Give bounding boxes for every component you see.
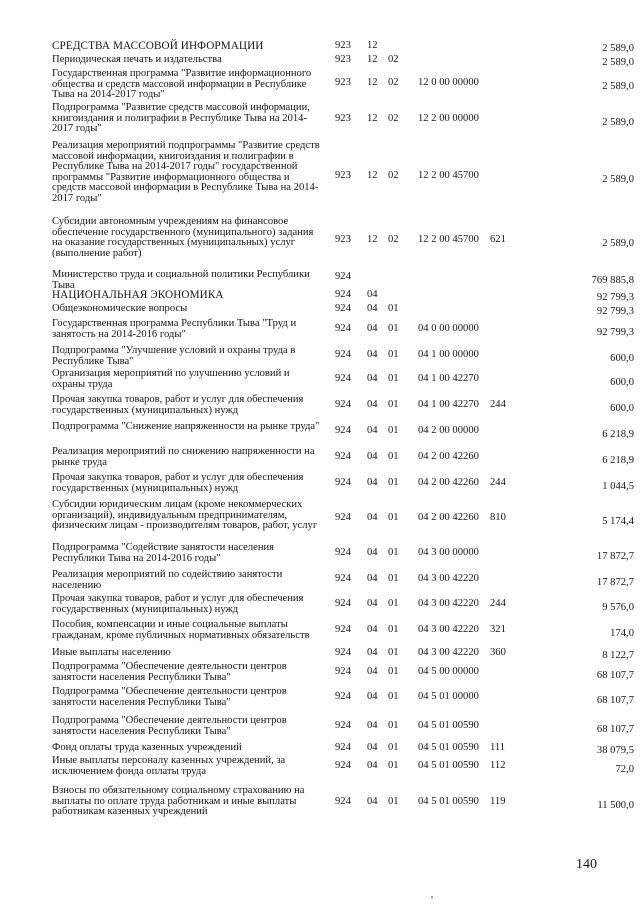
row-code: 924 bbox=[335, 796, 351, 807]
row-subsection: 01 bbox=[388, 796, 399, 807]
row-code: 924 bbox=[335, 512, 351, 523]
row-code: 924 bbox=[335, 720, 351, 731]
row-name: Прочая закупка товаров, работ и услуг для обеспечения государственных (муниципальных) нужд bbox=[52, 593, 304, 615]
row-target-code: 04 1 00 42270 bbox=[418, 399, 479, 410]
row-amount: 1 044,5 bbox=[602, 481, 634, 492]
table-row bbox=[0, 570, 640, 592]
row-section: 04 bbox=[367, 373, 378, 384]
row-code: 923 bbox=[335, 77, 351, 88]
table-row bbox=[0, 620, 640, 644]
row-code: 924 bbox=[335, 624, 351, 635]
row-code: 924 bbox=[335, 573, 351, 584]
table-row bbox=[0, 369, 640, 393]
row-subsection: 01 bbox=[388, 666, 399, 677]
row-amount: 2 589,0 bbox=[602, 117, 634, 128]
row-section: 04 bbox=[367, 666, 378, 677]
row-name: Иные выплаты персоналу казенных учреждений, за исключением фонда оплаты труда bbox=[52, 755, 286, 777]
row-code: 924 bbox=[335, 271, 351, 282]
table-row bbox=[0, 543, 640, 567]
row-amount: 68 107,7 bbox=[596, 670, 634, 681]
row-expense-code: 244 bbox=[490, 477, 506, 488]
row-name: Субсидии юридическим лицам (кроме некоммерческих организаций), индивидуальным предпринимателям, физическим лицам - производителям товаров, работ, услуг bbox=[52, 499, 318, 532]
row-code: 924 bbox=[335, 666, 351, 677]
table-row bbox=[0, 269, 640, 291]
row-expense-code: 621 bbox=[490, 234, 506, 245]
row-expense-code: 810 bbox=[490, 512, 506, 523]
row-section: 12 bbox=[367, 234, 378, 245]
row-section: 04 bbox=[367, 796, 378, 807]
row-code: 924 bbox=[335, 477, 351, 488]
table-row bbox=[0, 594, 640, 618]
table-row bbox=[0, 687, 640, 711]
row-code: 924 bbox=[335, 349, 351, 360]
row-target-code: 04 2 00 42260 bbox=[418, 512, 479, 523]
table-row bbox=[0, 756, 640, 780]
table-row bbox=[0, 786, 640, 822]
row-section: 04 bbox=[367, 303, 378, 314]
row-subsection: 02 bbox=[388, 234, 399, 245]
row-section: 04 bbox=[367, 647, 378, 658]
row-amount: 92 799,3 bbox=[596, 292, 634, 303]
row-section: 12 bbox=[367, 54, 378, 65]
row-target-code: 12 2 00 45700 bbox=[418, 234, 479, 245]
row-subsection: 02 bbox=[388, 113, 399, 124]
row-code: 924 bbox=[335, 323, 351, 334]
row-subsection: 01 bbox=[388, 624, 399, 635]
row-code: 924 bbox=[335, 289, 351, 300]
row-target-code: 04 2 00 42260 bbox=[418, 477, 479, 488]
row-code: 923 bbox=[335, 234, 351, 245]
row-section: 04 bbox=[367, 399, 378, 410]
row-section: 04 bbox=[367, 624, 378, 635]
row-expense-code: 321 bbox=[490, 624, 506, 635]
row-name: Государственная программа Республики Тыва "Труд и занятость на 2014-2016 годы" bbox=[52, 318, 297, 340]
row-target-code: 04 1 00 42270 bbox=[418, 373, 479, 384]
row-section: 04 bbox=[367, 742, 378, 753]
row-subsection: 01 bbox=[388, 573, 399, 584]
row-amount: 6 218,9 bbox=[602, 429, 634, 440]
row-name: НАЦИОНАЛЬНАЯ ЭКОНОМИКА bbox=[52, 289, 224, 301]
row-name: Прочая закупка товаров, работ и услуг для обеспечения государственных (муниципальных) нужд bbox=[52, 472, 304, 494]
row-amount: 2 589,0 bbox=[602, 238, 634, 249]
table-row bbox=[0, 716, 640, 740]
row-subsection: 01 bbox=[388, 425, 399, 436]
row-code: 924 bbox=[335, 425, 351, 436]
row-code: 923 bbox=[335, 54, 351, 65]
row-target-code: 04 0 00 00000 bbox=[418, 323, 479, 334]
row-code: 924 bbox=[335, 451, 351, 462]
table-row bbox=[0, 141, 640, 214]
row-code: 924 bbox=[335, 760, 351, 771]
row-target-code: 04 5 00 00000 bbox=[418, 666, 479, 677]
row-target-code: 04 3 00 42220 bbox=[418, 573, 479, 584]
row-section: 12 bbox=[367, 170, 378, 181]
row-expense-code: 112 bbox=[490, 760, 506, 771]
row-code: 924 bbox=[335, 742, 351, 753]
row-target-code: 04 2 00 00000 bbox=[418, 425, 479, 436]
row-subsection: 01 bbox=[388, 477, 399, 488]
row-target-code: 12 2 00 00000 bbox=[418, 113, 479, 124]
row-amount: 92 799,3 bbox=[596, 306, 634, 317]
row-subsection: 01 bbox=[388, 742, 399, 753]
row-name: Подпрограмма "Снижение напряженности на рынке труда" bbox=[52, 421, 320, 432]
table-row bbox=[0, 41, 640, 52]
row-section: 04 bbox=[367, 425, 378, 436]
row-name: Подпрограмма "Обеспечение деятельности центров занятости населения Республики Тыва" bbox=[52, 715, 287, 737]
row-subsection: 01 bbox=[388, 547, 399, 558]
row-section: 04 bbox=[367, 691, 378, 702]
row-amount: 600,0 bbox=[610, 403, 634, 414]
scan-artifact bbox=[431, 896, 433, 898]
row-section: 04 bbox=[367, 760, 378, 771]
table-row bbox=[0, 55, 640, 66]
row-subsection: 01 bbox=[388, 512, 399, 523]
row-target-code: 04 5 01 00000 bbox=[418, 691, 479, 702]
table-row bbox=[0, 473, 640, 497]
row-subsection: 01 bbox=[388, 647, 399, 658]
row-code: 923 bbox=[335, 170, 351, 181]
row-subsection: 01 bbox=[388, 349, 399, 360]
table-row bbox=[0, 743, 640, 754]
row-name: Периодическая печать и издательства bbox=[52, 54, 222, 65]
table-row bbox=[0, 103, 640, 139]
row-section: 04 bbox=[367, 349, 378, 360]
row-amount: 769 885,8 bbox=[591, 275, 634, 286]
row-amount: 2 589,0 bbox=[602, 57, 634, 68]
row-name: Фонд оплаты труда казенных учреждений bbox=[52, 742, 242, 753]
row-name: Субсидии автономным учреждениям на финансовое обеспечение государственного (муниципального) задания на оказание государственных (муниципальных) услуг (выполнение работ) bbox=[52, 216, 314, 259]
table-row bbox=[0, 662, 640, 686]
row-subsection: 01 bbox=[388, 373, 399, 384]
row-name: Подпрограмма "Улучшение условий и охраны труда в Республике Тыва" bbox=[52, 345, 296, 367]
row-name: Реализация мероприятий по содействию занятости населению bbox=[52, 569, 283, 591]
row-code: 924 bbox=[335, 547, 351, 558]
row-target-code: 04 2 00 42260 bbox=[418, 451, 479, 462]
row-name: Реализация мероприятий по снижению напряженности на рынке труда bbox=[52, 446, 315, 468]
row-name: Государственная программа "Развитие информационного общества и средств массовой информации в Республике Тыва на 2014-2017 годы" bbox=[52, 68, 312, 101]
table-row bbox=[0, 648, 640, 659]
row-name: Иные выплаты населению bbox=[52, 647, 171, 658]
table-row bbox=[0, 69, 640, 101]
row-name: СРЕДСТВА МАССОВОЙ ИНФОРМАЦИИ bbox=[52, 40, 264, 52]
row-subsection: 01 bbox=[388, 720, 399, 731]
row-subsection: 02 bbox=[388, 54, 399, 65]
row-target-code: 04 5 01 00590 bbox=[418, 742, 479, 753]
row-amount: 600,0 bbox=[610, 377, 634, 388]
row-target-code: 04 5 01 00590 bbox=[418, 760, 479, 771]
row-amount: 92 799,3 bbox=[596, 327, 634, 338]
row-amount: 9 576,0 bbox=[602, 602, 634, 613]
row-target-code: 04 3 00 42220 bbox=[418, 598, 479, 609]
row-subsection: 01 bbox=[388, 451, 399, 462]
row-amount: 38 079,5 bbox=[596, 745, 634, 756]
row-target-code: 04 3 00 42220 bbox=[418, 624, 479, 635]
row-amount: 600,0 bbox=[610, 353, 634, 364]
row-expense-code: 111 bbox=[490, 742, 506, 753]
row-amount: 5 174,4 bbox=[602, 516, 634, 527]
row-subsection: 02 bbox=[388, 170, 399, 181]
row-section: 12 bbox=[367, 40, 378, 51]
row-expense-code: 244 bbox=[490, 399, 506, 410]
row-expense-code: 119 bbox=[490, 796, 506, 807]
table-row bbox=[0, 395, 640, 419]
row-target-code: 04 3 00 00000 bbox=[418, 547, 479, 558]
row-section: 04 bbox=[367, 573, 378, 584]
table-row bbox=[0, 346, 640, 368]
row-section: 04 bbox=[367, 451, 378, 462]
table-row bbox=[0, 422, 640, 444]
row-section: 04 bbox=[367, 477, 378, 488]
table-row bbox=[0, 500, 640, 540]
row-section: 04 bbox=[367, 512, 378, 523]
row-name: Пособия, компенсации и иные социальные выплаты гражданам, кроме публичных нормативных обязательств bbox=[52, 619, 310, 641]
row-amount: 11 500,0 bbox=[597, 800, 634, 811]
row-subsection: 02 bbox=[388, 77, 399, 88]
row-code: 924 bbox=[335, 303, 351, 314]
row-section: 04 bbox=[367, 547, 378, 558]
row-subsection: 01 bbox=[388, 323, 399, 334]
row-code: 923 bbox=[335, 40, 351, 51]
row-section: 12 bbox=[367, 113, 378, 124]
row-subsection: 01 bbox=[388, 691, 399, 702]
row-target-code: 04 1 00 00000 bbox=[418, 349, 479, 360]
row-code: 924 bbox=[335, 399, 351, 410]
row-amount: 6 218,9 bbox=[602, 455, 634, 466]
row-amount: 2 589,0 bbox=[602, 43, 634, 54]
row-target-code: 04 5 01 00590 bbox=[418, 720, 479, 731]
row-target-code: 12 2 00 45700 bbox=[418, 170, 479, 181]
row-amount: 2 589,0 bbox=[602, 81, 634, 92]
row-name: Прочая закупка товаров, работ и услуг для обеспечения государственных (муниципальных) нужд bbox=[52, 394, 304, 416]
row-target-code: 12 0 00 00000 bbox=[418, 77, 479, 88]
row-section: 04 bbox=[367, 323, 378, 334]
row-subsection: 01 bbox=[388, 399, 399, 410]
row-amount: 68 107,7 bbox=[596, 724, 634, 735]
row-section: 04 bbox=[367, 720, 378, 731]
row-amount: 2 589,0 bbox=[602, 174, 634, 185]
table-row bbox=[0, 319, 640, 343]
row-name: Подпрограмма "Обеспечение деятельности центров занятости населения Республики Тыва" bbox=[52, 686, 287, 708]
row-name: Реализация мероприятий подпрограммы "Развитие средств массовой информации, книгоиздания и полиграфии в Республике Тыва на 2014-2017 годы" государственной программы "Развитие информационного общества и средств массовой информации в Республике Тыва на 2014-2017 годы" bbox=[52, 140, 320, 204]
row-name: Подпрограмма "Развитие средств массовой информации, книгоиздания и полиграфии в Республике Тыва на 2014-2017 годы" bbox=[52, 102, 310, 135]
row-code: 923 bbox=[335, 113, 351, 124]
row-code: 924 bbox=[335, 598, 351, 609]
table-row bbox=[0, 290, 640, 301]
row-section: 12 bbox=[367, 77, 378, 88]
row-code: 924 bbox=[335, 691, 351, 702]
row-target-code: 04 5 01 00590 bbox=[418, 796, 479, 807]
row-amount: 8 122,7 bbox=[602, 650, 634, 661]
row-subsection: 01 bbox=[388, 760, 399, 771]
row-name: Подпрограмма "Содействие занятости населения Республики Тыва на 2014-2016 годы" bbox=[52, 542, 275, 564]
row-expense-code: 360 bbox=[490, 647, 506, 658]
row-name: Подпрограмма "Обеспечение деятельности центров занятости населения Республики Тыва" bbox=[52, 661, 287, 683]
row-amount: 68 107,7 bbox=[596, 695, 634, 706]
row-name: Организация мероприятий по улучшению условий и охраны труда bbox=[52, 368, 290, 390]
page-number: 140 bbox=[576, 857, 597, 872]
row-name: Общеэкономические вопросы bbox=[52, 303, 188, 314]
row-amount: 72,0 bbox=[615, 764, 634, 775]
row-amount: 17 872,7 bbox=[596, 577, 634, 588]
row-subsection: 01 bbox=[388, 303, 399, 314]
row-subsection: 01 bbox=[388, 598, 399, 609]
row-section: 04 bbox=[367, 598, 378, 609]
row-section: 04 bbox=[367, 289, 378, 300]
row-expense-code: 244 bbox=[490, 598, 506, 609]
row-amount: 174,0 bbox=[610, 628, 634, 639]
row-name: Взносы по обязательному социальному страхованию на выплаты по оплате труда работникам и иные выплаты работникам казенных учреждений bbox=[52, 785, 305, 818]
table-row bbox=[0, 304, 640, 315]
row-amount: 17 872,7 bbox=[596, 551, 634, 562]
row-target-code: 04 3 00 42220 bbox=[418, 647, 479, 658]
row-name: Министерство труда и социальной политики Республики Тыва bbox=[52, 269, 310, 291]
table-row bbox=[0, 217, 640, 267]
row-code: 924 bbox=[335, 373, 351, 384]
table-row bbox=[0, 447, 640, 471]
row-code: 924 bbox=[335, 647, 351, 658]
